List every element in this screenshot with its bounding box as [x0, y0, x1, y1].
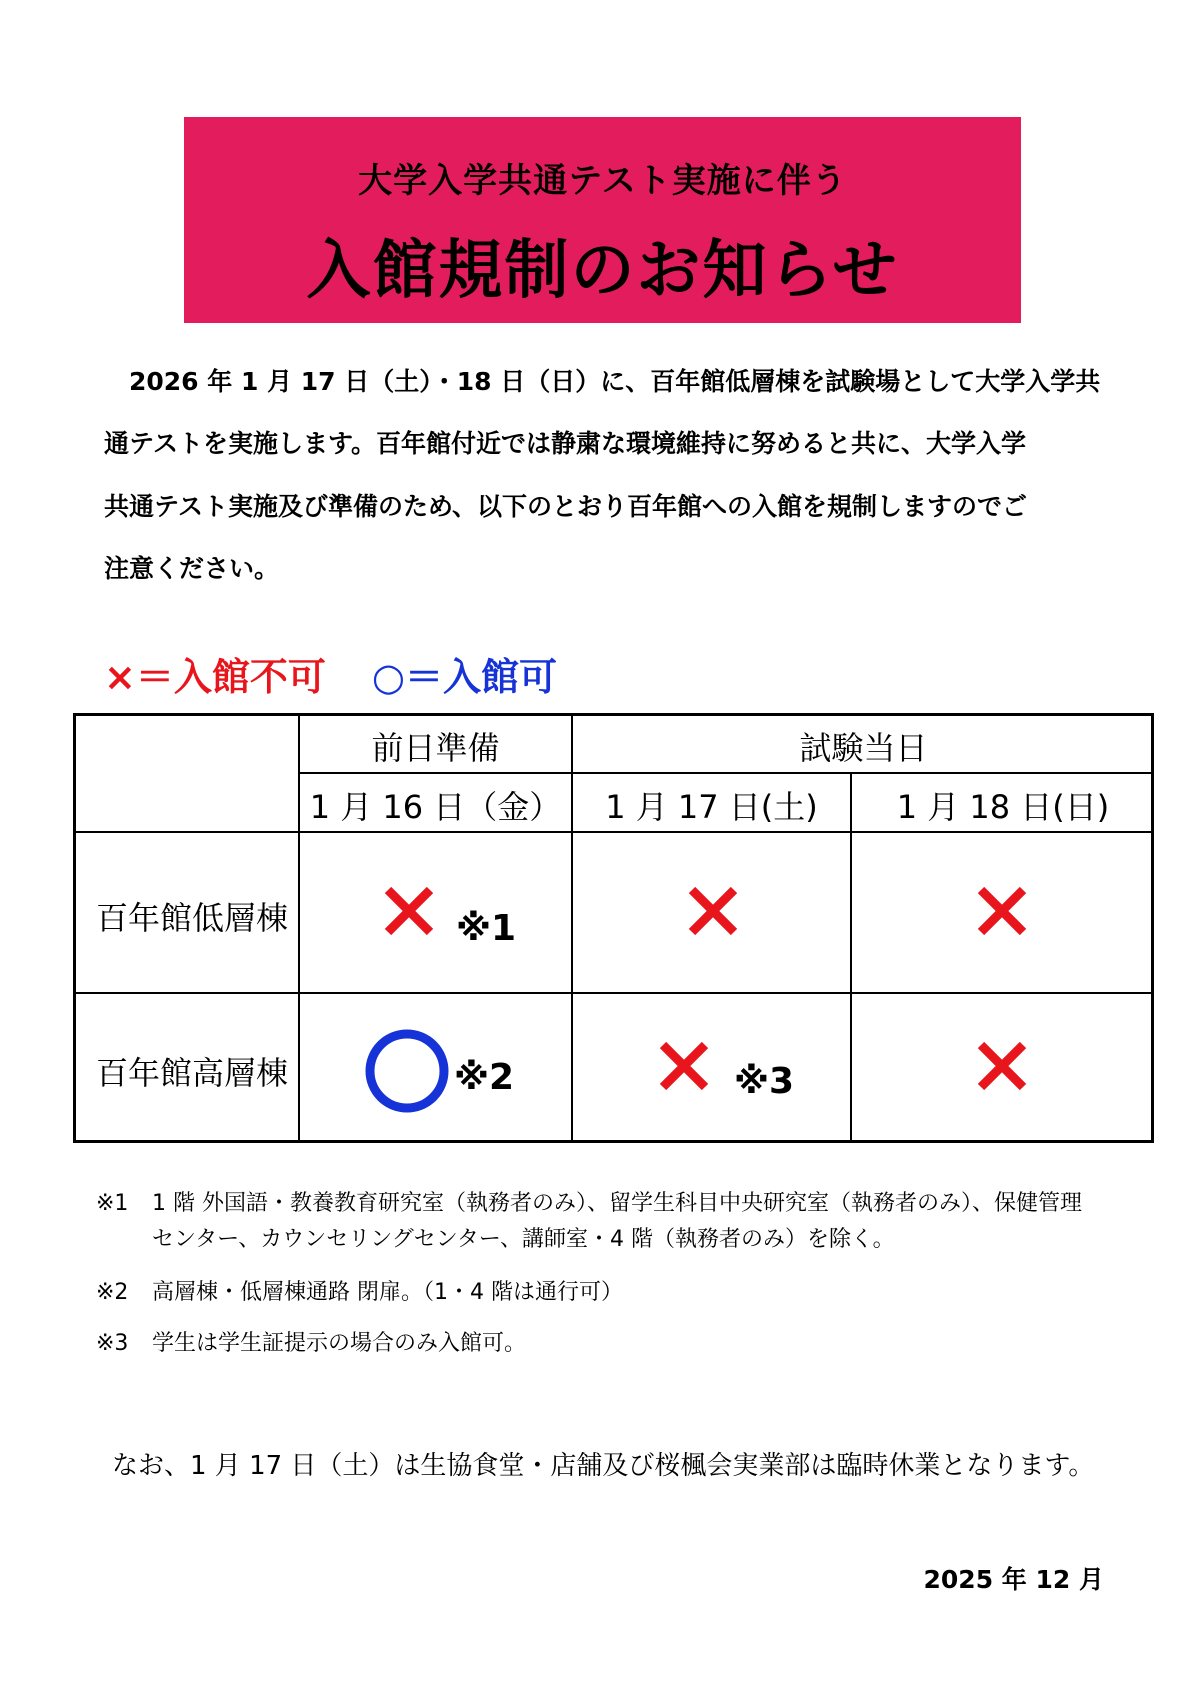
footnote-key: ※1: [96, 1191, 129, 1216]
cross-icon: [658, 1040, 710, 1092]
row-label-high-rise: 百年館高層棟: [96, 1054, 289, 1092]
legend-allowed: ○＝入館可: [371, 655, 558, 699]
circle-icon: [364, 1028, 450, 1114]
cross-icon: [976, 885, 1028, 937]
footnote-key: ※3: [96, 1331, 129, 1356]
cross-icon: [687, 885, 739, 937]
header-prep-day: 前日準備: [371, 729, 500, 767]
footnote-3: [96, 1326, 526, 1357]
note-ref-1: ※1: [456, 908, 517, 949]
note-ref-2: ※2: [454, 1057, 515, 1098]
footnote-key: ※2: [96, 1280, 129, 1305]
row-label-low-rise: 百年館低層棟: [96, 899, 289, 937]
title-banner: [184, 117, 1021, 323]
cross-icon: [976, 1040, 1028, 1092]
footnote-text: 高層棟・低層棟通路 閉扉。（1・4 階は通行可）: [152, 1280, 623, 1305]
cross-icon: [383, 885, 435, 937]
issue-date: 2025 年 12 月: [923, 1565, 1104, 1594]
intro-line-1: 2026 年 1 月 17 日（土）・18 日（日）に、百年館低層棟を試験場として大学入学共: [104, 367, 1101, 396]
header-date-18: 1 月 18 日(日): [896, 788, 1110, 826]
access-table: [73, 713, 1154, 1143]
legend: [104, 646, 557, 701]
footnote-1-cont: [96, 1222, 895, 1253]
footnote-text: センター、カウンセリングセンター、講師室・4 階（執務者のみ）を除く。: [152, 1227, 895, 1252]
banner-title: 入館規制のお知らせ: [306, 234, 899, 308]
note-ref-3: ※3: [734, 1061, 795, 1102]
intro-line-3: 共通テスト実施及び準備のため、以下のとおり百年館への入館を規制しますのでご: [104, 492, 1028, 521]
footnote-text: 1 階 外国語・教養教育研究室（執務者のみ）、留学生科目中央研究室（執務者のみ）、保健管理: [152, 1191, 1082, 1216]
footnote-1: [96, 1186, 1082, 1217]
header-exam-days: 試験当日: [799, 729, 928, 767]
closing-note: なお、1 月 17 日（土）は生協食堂・店舗及び桜楓会実業部は臨時休業となります。: [112, 1451, 1095, 1481]
legend-not-allowed: ×＝入館不可: [104, 655, 326, 699]
banner-subtitle: 大学入学共通テスト実施に伴う: [358, 161, 847, 201]
footnote-text: 学生は学生証提示の場合のみ入館可。: [152, 1331, 527, 1356]
footnote-2: [96, 1275, 623, 1306]
header-date-17: 1 月 17 日(土): [605, 788, 818, 826]
intro-line-2: 通テストを実施します。百年館付近では静粛な環境維持に努めると共に、大学入学: [104, 429, 1027, 458]
header-date-16: 1 月 16 日（金）: [309, 788, 562, 826]
intro-line-4: 注意ください。: [104, 554, 280, 583]
